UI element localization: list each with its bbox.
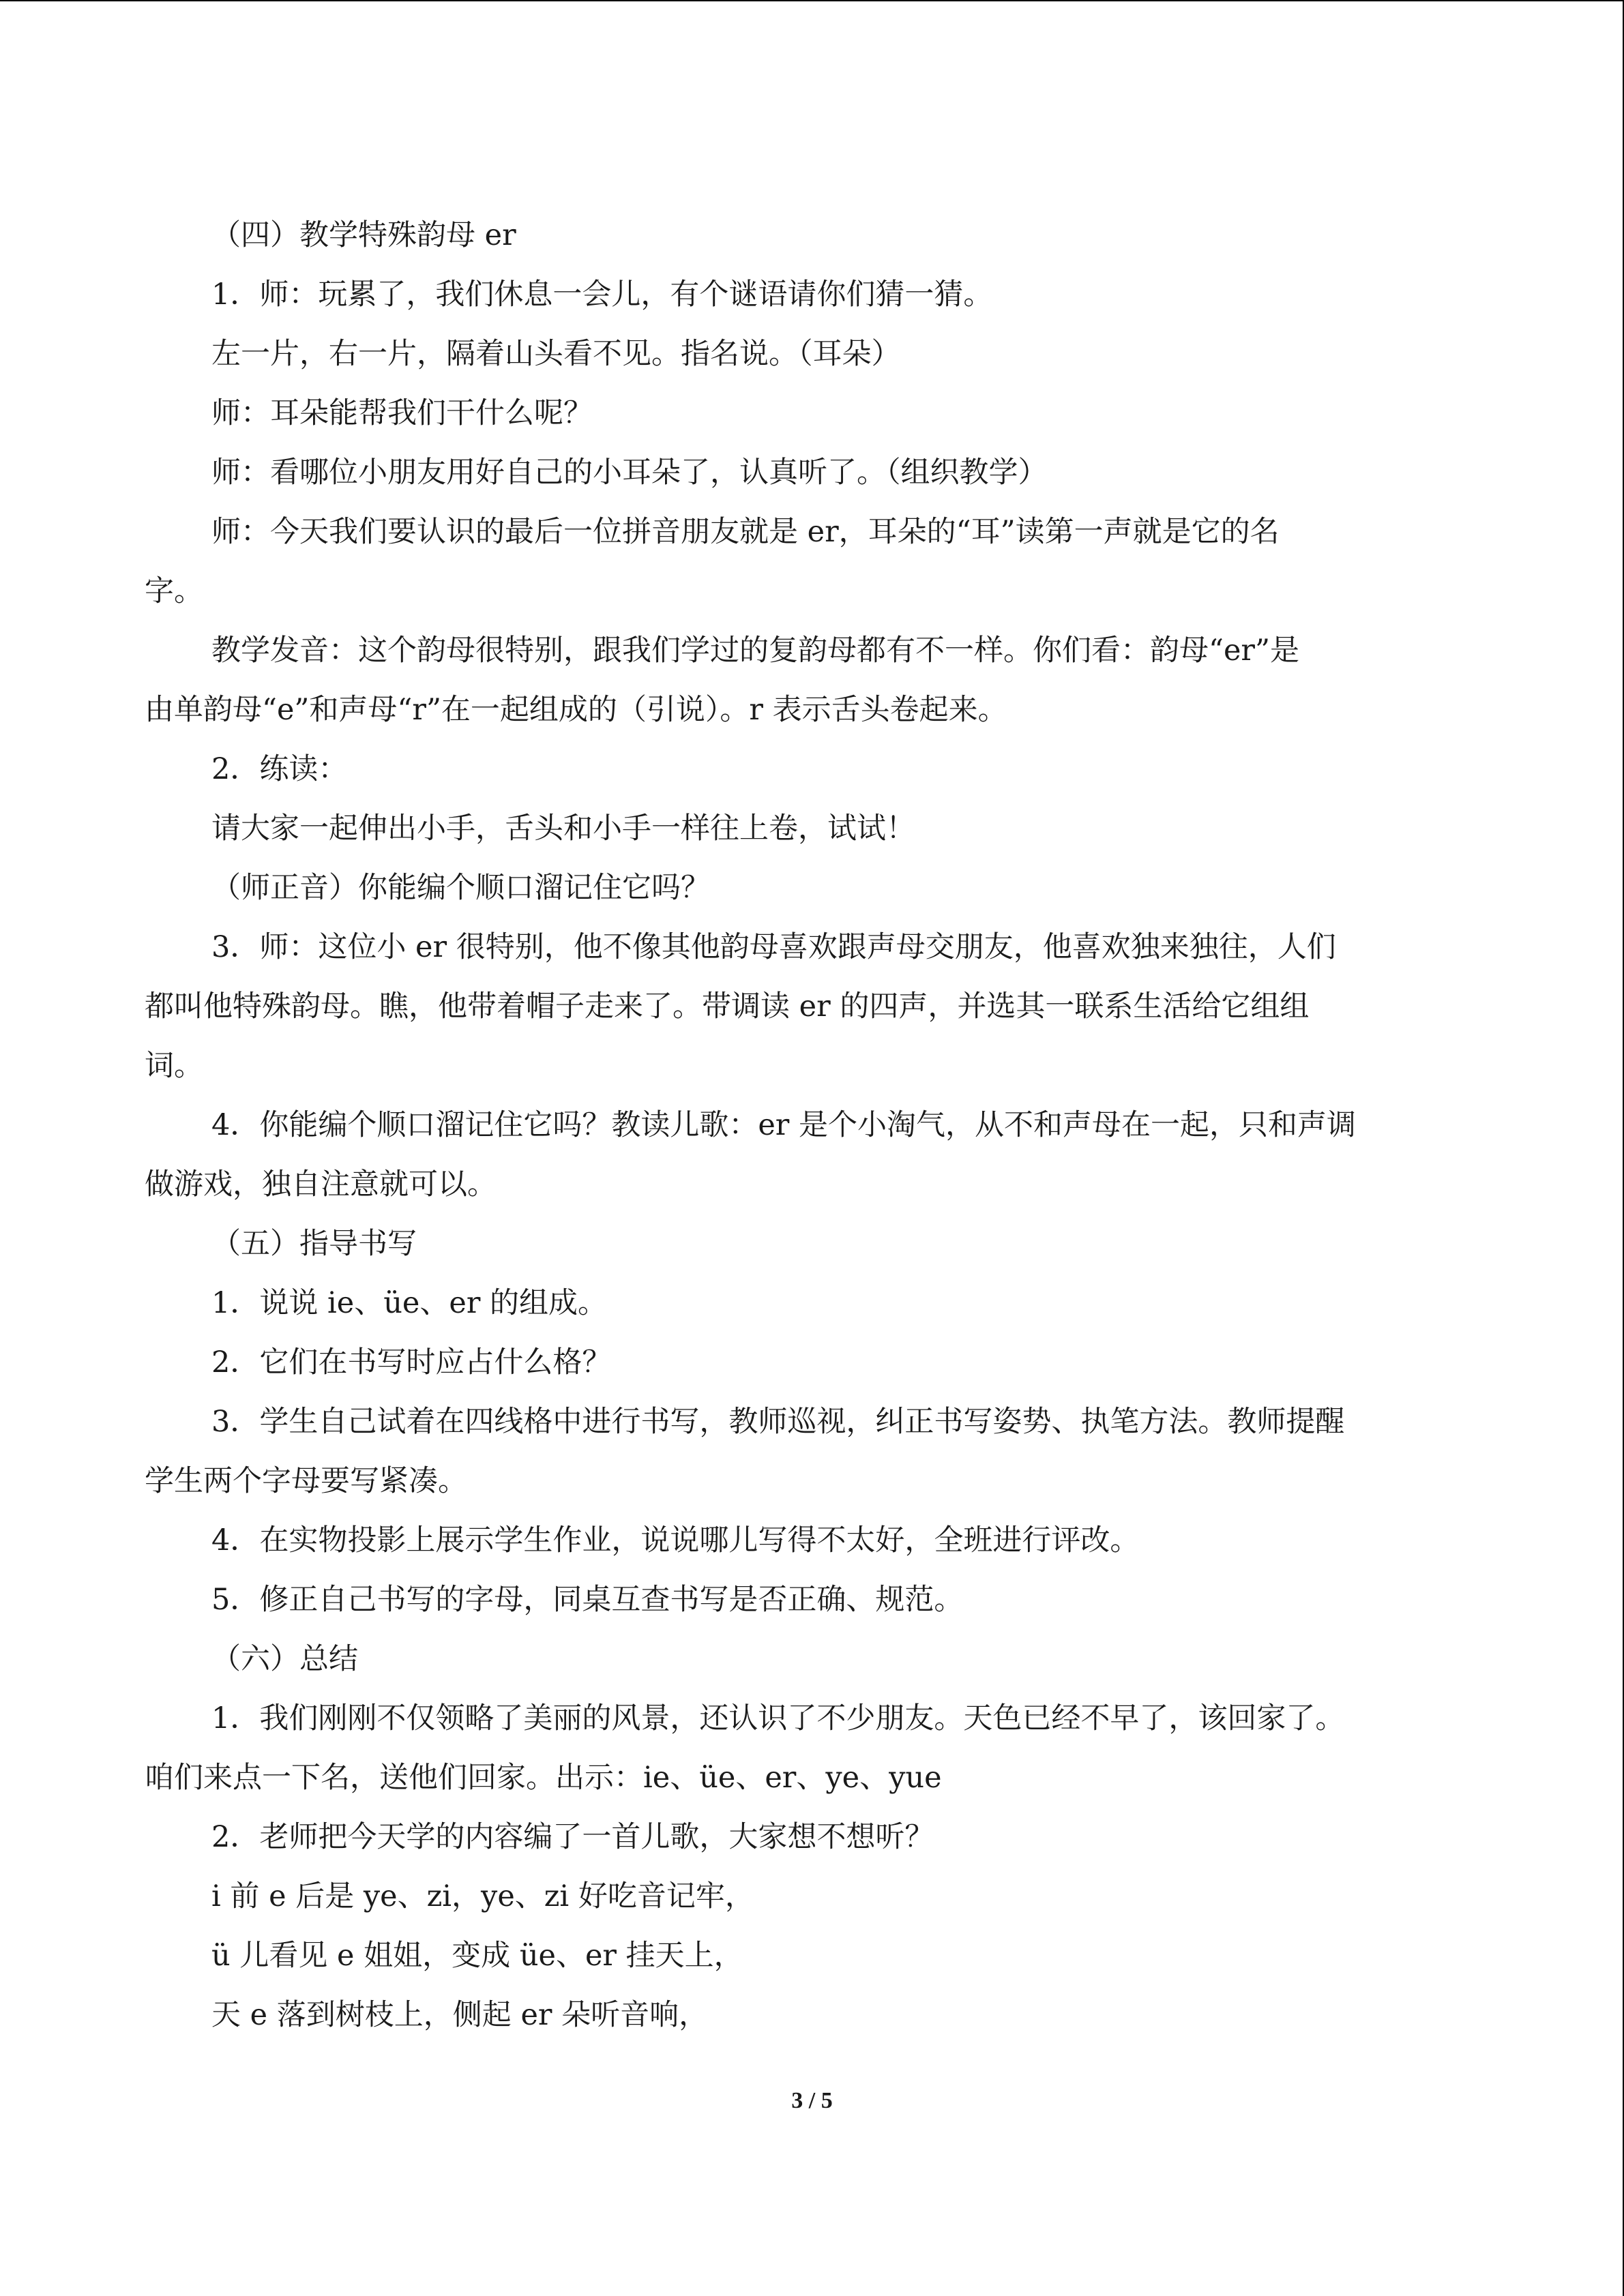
text-line: 左一片，右一片，隔着山头看不见。指名说。（耳朵） [211, 337, 901, 371]
text-line: 2．老师把今天学的内容编了一首儿歌，大家想不想听？ [211, 1820, 934, 1854]
text-line: 3．学生自己试着在四线格中进行书写，教师巡视，纠正书写姿势、执笔方法。教师提醒 [211, 1405, 1345, 1439]
text-line: 师：今天我们要认识的最后一位拼音朋友就是 er，耳朵的“耳”读第一声就是它的名 [211, 515, 1280, 549]
text-line: 师：耳朵能帮我们干什么呢？ [211, 396, 593, 430]
text-line: 4．你能编个顺口溜记住它吗？教读儿歌：er 是个小淘气，从不和声母在一起，只和声调 [211, 1108, 1357, 1142]
page-number: 3 / 5 [791, 2088, 833, 2113]
text-line: 1．师：玩累了，我们休息一会儿，有个谜语请你们猜一猜。 [211, 278, 993, 312]
text-line: 字。 [145, 574, 203, 608]
text-line: i 前 e 后是 ye、zi，ye、zi 好吃音记牢， [211, 1879, 754, 1913]
text-line: 词。 [145, 1049, 203, 1083]
text-line: 师：看哪位小朋友用好自己的小耳朵了，认真听了。（组织教学） [211, 456, 1048, 490]
text-line: 咱们来点一下名，送他们回家。出示：ie、üe、er、ye、yue [145, 1761, 942, 1795]
text-line: （师正音）你能编个顺口溜记住它吗？ [211, 871, 710, 905]
document-body [145, 206, 1481, 2045]
text-line: （四）教学特殊韵母 er [211, 218, 516, 252]
text-line: 1．我们刚刚不仅领略了美丽的风景，还认识了不少朋友。天色已经不早了，该回家了。 [211, 1701, 1345, 1735]
text-line: 5．修正自己书写的字母，同桌互查书写是否正确、规范。 [211, 1583, 964, 1617]
text-line: 2．它们在书写时应占什么格？ [211, 1345, 612, 1380]
text-line: 3．师：这位小 er 很特别，他不像其他韵母喜欢跟声母交朋友，他喜欢独来独往，人们 [211, 930, 1336, 964]
text-line: ü 儿看见 e 姐姐，变成 üe、er 挂天上， [211, 1939, 743, 1973]
text-line: 2．练读： [211, 752, 348, 786]
text-line: 天 e 落到树枝上，侧起 er 朵听音响， [211, 1998, 709, 2032]
text-line: 做游戏，独自注意就可以。 [145, 1167, 497, 1202]
text-line: （六）总结 [211, 1642, 358, 1676]
text-line: 教学发音：这个韵母很特别，跟我们学过的复韵母都有不一样。你们看：韵母“er”是 [211, 633, 1299, 668]
text-line: 都叫他特殊韵母。瞧，他带着帽子走来了。带调读 er 的四声，并选其一联系生活给它组组 [145, 989, 1310, 1024]
text-line: 1．说说 ie、üe、er 的组成。 [211, 1286, 608, 1320]
text-line: 4．在实物投影上展示学生作业，说说哪儿写得不太好，全班进行评改。 [211, 1523, 1140, 1557]
text-line: 请大家一起伸出小手，舌头和小手一样往上卷，试试！ [211, 811, 915, 846]
text-line: 由单韵母“e”和声母“r”在一起组成的（引说）。r 表示舌头卷起来。 [145, 693, 1007, 727]
text-line: （五）指导书写 [211, 1227, 417, 1261]
text-line: 学生两个字母要写紧凑。 [145, 1464, 467, 1498]
